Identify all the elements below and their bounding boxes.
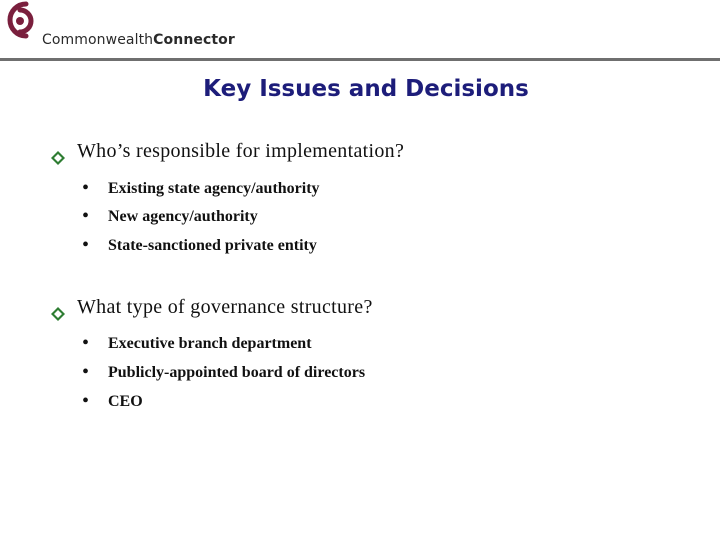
sub-bullet-text: Publicly-appointed board of directors (108, 364, 366, 381)
bullet-dot-icon: • (82, 177, 90, 199)
bullet-dot-icon: • (82, 234, 90, 256)
header-divider (0, 58, 720, 61)
sub-bullet-text: CEO (108, 393, 143, 410)
diamond-bullet-icon (50, 150, 66, 166)
sub-bullet-text: Existing state agency/authority (108, 180, 320, 197)
logo (0, 0, 270, 50)
commonwealth-connector-logo-icon (0, 0, 48, 48)
section-heading: What type of governance structure? (77, 296, 373, 318)
sub-bullet-text: New agency/authority (108, 208, 258, 225)
logo-name-light: Commonwealth (42, 32, 154, 48)
diamond-bullet-icon (50, 306, 66, 322)
slide-title: Key Issues and Decisions (203, 76, 529, 102)
bullet-dot-icon: • (82, 205, 90, 227)
section-heading: Who’s responsible for implementation? (77, 140, 405, 162)
logo-name-bold: Connector (153, 32, 235, 48)
logo-wordmark (42, 32, 235, 48)
sub-bullet-text: State-sanctioned private entity (108, 237, 317, 254)
bullet-dot-icon: • (82, 390, 90, 412)
bullet-dot-icon: • (82, 361, 90, 383)
sub-bullet-text: Executive branch department (108, 335, 312, 352)
bullet-dot-icon: • (82, 332, 90, 354)
